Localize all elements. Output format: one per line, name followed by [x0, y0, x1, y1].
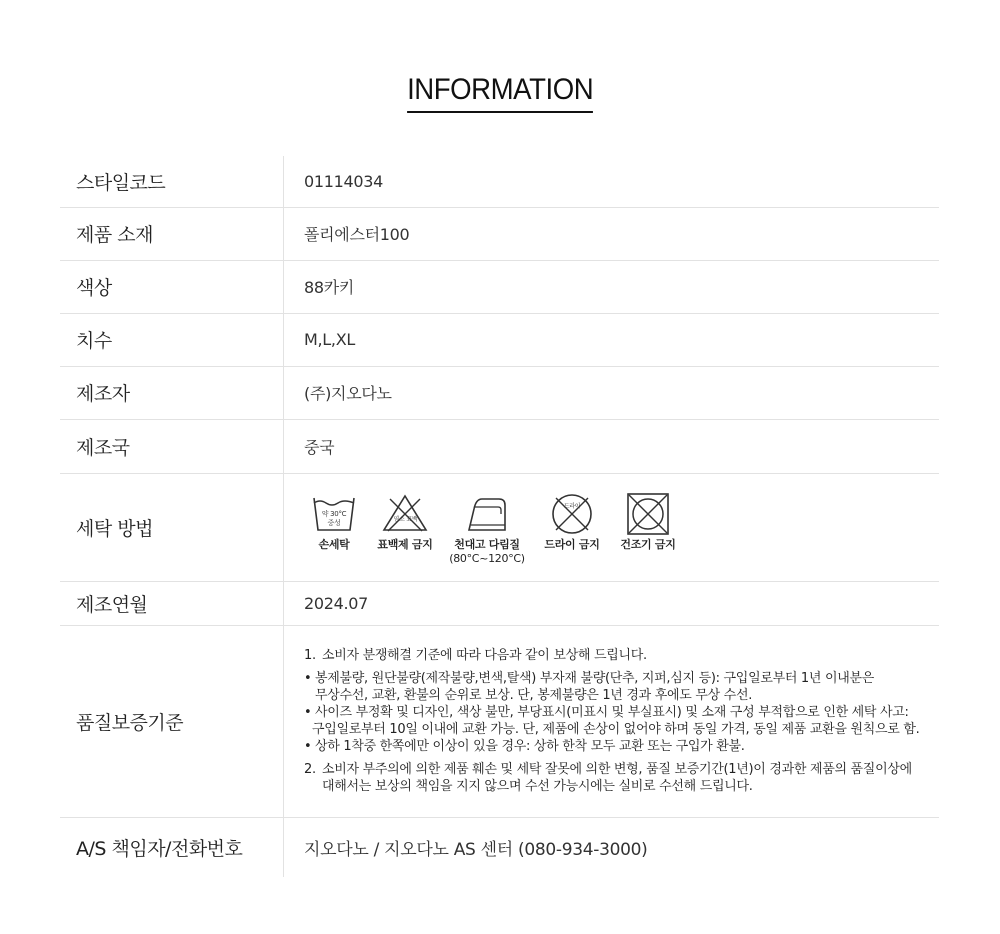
bullet: • [304, 671, 312, 686]
hand-wash-detergent: 중성 [327, 518, 341, 527]
no-dry-clean-text: 드라이 [563, 502, 581, 510]
list-number: 1. [304, 648, 316, 663]
care-sub-label: (80°C~120°C) [449, 551, 525, 565]
row-material [60, 207, 939, 260]
warranty-bullet [304, 738, 939, 755]
care-label: 천대고 다림질 [454, 537, 520, 551]
iron-icon [464, 493, 510, 533]
page-title: INFORMATION [407, 70, 593, 113]
warranty-text: 무상수선, 교환, 환불의 순위로 보상. 단, 봉제불량은 1년 경과 후에도 무상 수선. [315, 688, 753, 703]
no-dry-clean-icon [549, 493, 595, 537]
row-value [284, 625, 940, 817]
row-label: 세탁 방법 [60, 473, 284, 581]
warranty-list [304, 647, 939, 795]
row-value: M,L,XL [304, 330, 355, 349]
warranty-text: 소비자 분쟁해결 기준에 따라 다음과 같이 보상해 드립니다. [322, 648, 647, 663]
row-value: 01114034 [304, 171, 384, 191]
warranty-text: 상하 1착중 한쪽에만 이상이 있을 경우: 상하 한착 모두 교환 또는 구입가 환불. [315, 739, 745, 754]
row-color [60, 260, 939, 313]
row-style-code [60, 156, 939, 207]
hand-wash-icon [311, 493, 357, 533]
warranty-text: 봉제불량, 원단불량(제작불량,변색,탈색) 부자재 불량(단추, 지퍼,심지 등): 구입일로부터 1년 이내분은 [315, 671, 875, 686]
warranty-item-1 [304, 647, 939, 664]
care-no-bleach [374, 493, 436, 552]
no-bleach-icon [382, 493, 428, 533]
hand-wash-temp: 약 30°C [321, 509, 347, 518]
row-value: 중국 [304, 437, 335, 457]
care-hand-wash [304, 493, 364, 552]
row-label: 스타일코드 [60, 156, 284, 207]
list-number: 2. [304, 762, 316, 777]
row-label: 제조연월 [60, 581, 284, 625]
no-bleach-text2: 표백 [406, 515, 418, 523]
row-value: 지오다노 / 지오다노 AS 센터 (080-934-3000) [304, 839, 648, 860]
row-value [284, 473, 940, 581]
care-no-tumble-dry [616, 493, 680, 552]
row-label: 제조국 [60, 419, 284, 473]
care-label: 드라이 금지 [544, 537, 600, 551]
no-bleach-text1: 염소 [393, 515, 405, 523]
bullet: • [304, 705, 312, 720]
row-washing [60, 473, 939, 581]
row-date [60, 581, 939, 625]
warranty-text: 대해서는 보상의 책임을 지지 않으며 수선 가능시에는 실비로 수선해 드립니다. [322, 779, 753, 794]
care-label: 건조기 금지 [620, 537, 676, 551]
warranty-text: 사이즈 부정확 및 디자인, 색상 불만, 부당표시(미표시 및 부실표시) 및 소재 구성 부적합으로 인한 세탁 사고: [315, 705, 909, 720]
row-label: 제조자 [60, 366, 284, 419]
row-warranty [60, 625, 939, 817]
row-size [60, 313, 939, 366]
warranty-bullet [304, 670, 939, 704]
row-value: 2024.07 [304, 593, 369, 613]
row-as [60, 817, 939, 877]
care-label: 표백제 금지 [377, 537, 433, 551]
row-maker [60, 366, 939, 419]
row-label: 품질보증기준 [60, 625, 284, 817]
row-label: A/S 책임자/전화번호 [60, 817, 284, 877]
warranty-item-2 [304, 761, 939, 795]
warranty-text: 구입일로부터 10일 이내에 교환 가능. 단, 제품에 손상이 없어야 하며 동일 가격, 동일 제품 교환을 원칙으로 함. [312, 722, 920, 737]
care-iron [446, 493, 528, 566]
no-tumble-dry-icon [625, 493, 671, 537]
row-value: (주)지오다노 [304, 384, 392, 403]
bullet: • [304, 739, 312, 754]
care-label: 손세탁 [318, 537, 350, 551]
page-title-wrap [0, 70, 1000, 113]
care-icons [304, 489, 939, 566]
warranty-bullet [304, 704, 939, 738]
row-value: 88카키 [304, 278, 355, 297]
row-label: 색상 [60, 260, 284, 313]
row-country [60, 419, 939, 473]
row-value: 폴리에스터100 [304, 225, 410, 244]
row-label: 치수 [60, 313, 284, 366]
row-label: 제품 소재 [60, 207, 284, 260]
warranty-text: 소비자 부주의에 의한 제품 훼손 및 세탁 잘못에 의한 변형, 품질 보증기간(1년)이 경과한 제품의 품질이상에 [322, 762, 912, 777]
care-no-dry-clean [538, 493, 606, 552]
info-table [60, 156, 939, 877]
